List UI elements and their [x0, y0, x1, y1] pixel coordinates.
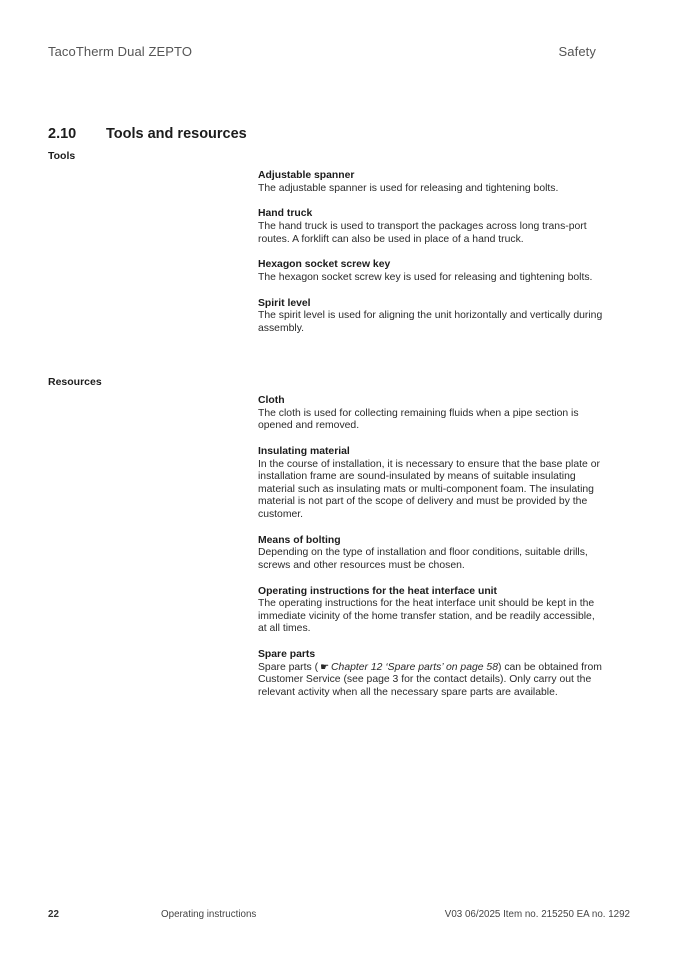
resource-description: The operating instructions for the heat interface unit should be kept in the immediate vicinity of the home transfer station, and be readily accessible, at all times.	[258, 598, 595, 635]
header-chapter-name: Safety	[558, 44, 596, 59]
footer-document-name: Operating instructions	[161, 909, 257, 920]
tools-label: Tools	[48, 150, 76, 162]
tool-title: Spirit level	[258, 297, 311, 309]
spare-parts-text-before: Spare parts (	[258, 661, 319, 673]
resource-title: Spare parts	[258, 649, 316, 661]
chapter-12-link[interactable]: Chapter 12 ‘Spare parts’ on page 58	[331, 661, 498, 673]
resource-title: Means of bolting	[258, 534, 341, 546]
header-product-name: TacoTherm Dual ZEPTO	[48, 44, 193, 59]
tool-title: Adjustable spanner	[258, 170, 355, 181]
tool-description: The adjustable spanner is used for releasing and tightening bolts.	[258, 182, 559, 194]
footer-document-id: V03 06/2025 Item no. 215250 EA no. 1292	[444, 909, 630, 920]
section-title: Tools and resources	[106, 126, 247, 142]
resource-entry	[258, 586, 603, 636]
tool-description: The hexagon socket screw key is used for releasing and tightening bolts.	[258, 271, 593, 283]
resource-entry	[258, 649, 603, 699]
tool-title: Hexagon socket screw key	[258, 259, 391, 271]
resource-entry	[258, 535, 603, 573]
section-heading	[48, 126, 247, 142]
resource-description	[258, 662, 603, 700]
tool-entry	[258, 259, 603, 284]
page-number: 22	[48, 909, 59, 920]
resource-title: Operating instructions for the heat interface unit	[258, 585, 498, 597]
tool-description: The spirit level is used for aligning the unit horizontally and vertically during assembly.	[258, 310, 603, 334]
tool-description: The hand truck is used to transport the packages across long trans-port routes. A forklift can also be used in place of a hand truck.	[258, 220, 587, 245]
resource-description: In the course of installation, it is necessary to ensure that the base plate or installation frame are sound-insulated by means of suitable insulating material such as insulating mats or multi-component foam. The insulating material is not part of the scope of delivery and must be provided by the customer.	[258, 458, 600, 520]
resource-entry	[258, 446, 603, 522]
tools-list	[258, 170, 603, 349]
cross-reference-icon: ☛	[320, 661, 330, 673]
resource-title: Insulating material	[258, 445, 350, 457]
tool-title: Hand truck	[258, 208, 313, 220]
resources-label: Resources	[48, 376, 102, 388]
tool-entry	[258, 170, 603, 195]
section-number: 2.10	[48, 126, 77, 142]
resources-list	[258, 395, 603, 713]
resource-entry	[258, 395, 603, 433]
tool-entry	[258, 208, 603, 246]
resource-description: Depending on the type of installation and floor conditions, suitable drills, screws and other resources must be chosen.	[258, 547, 588, 571]
spare-parts-text-after: ) can be obtained from Customer Service (see page 3 for the contact details). Only carry out the relevant activity when all the necessary spare parts are available.	[258, 661, 602, 699]
resource-description: The cloth is used for collecting remaining fluids when a pipe section is opened and removed.	[258, 407, 579, 432]
tool-entry	[258, 298, 603, 336]
resource-title: Cloth	[258, 395, 285, 406]
